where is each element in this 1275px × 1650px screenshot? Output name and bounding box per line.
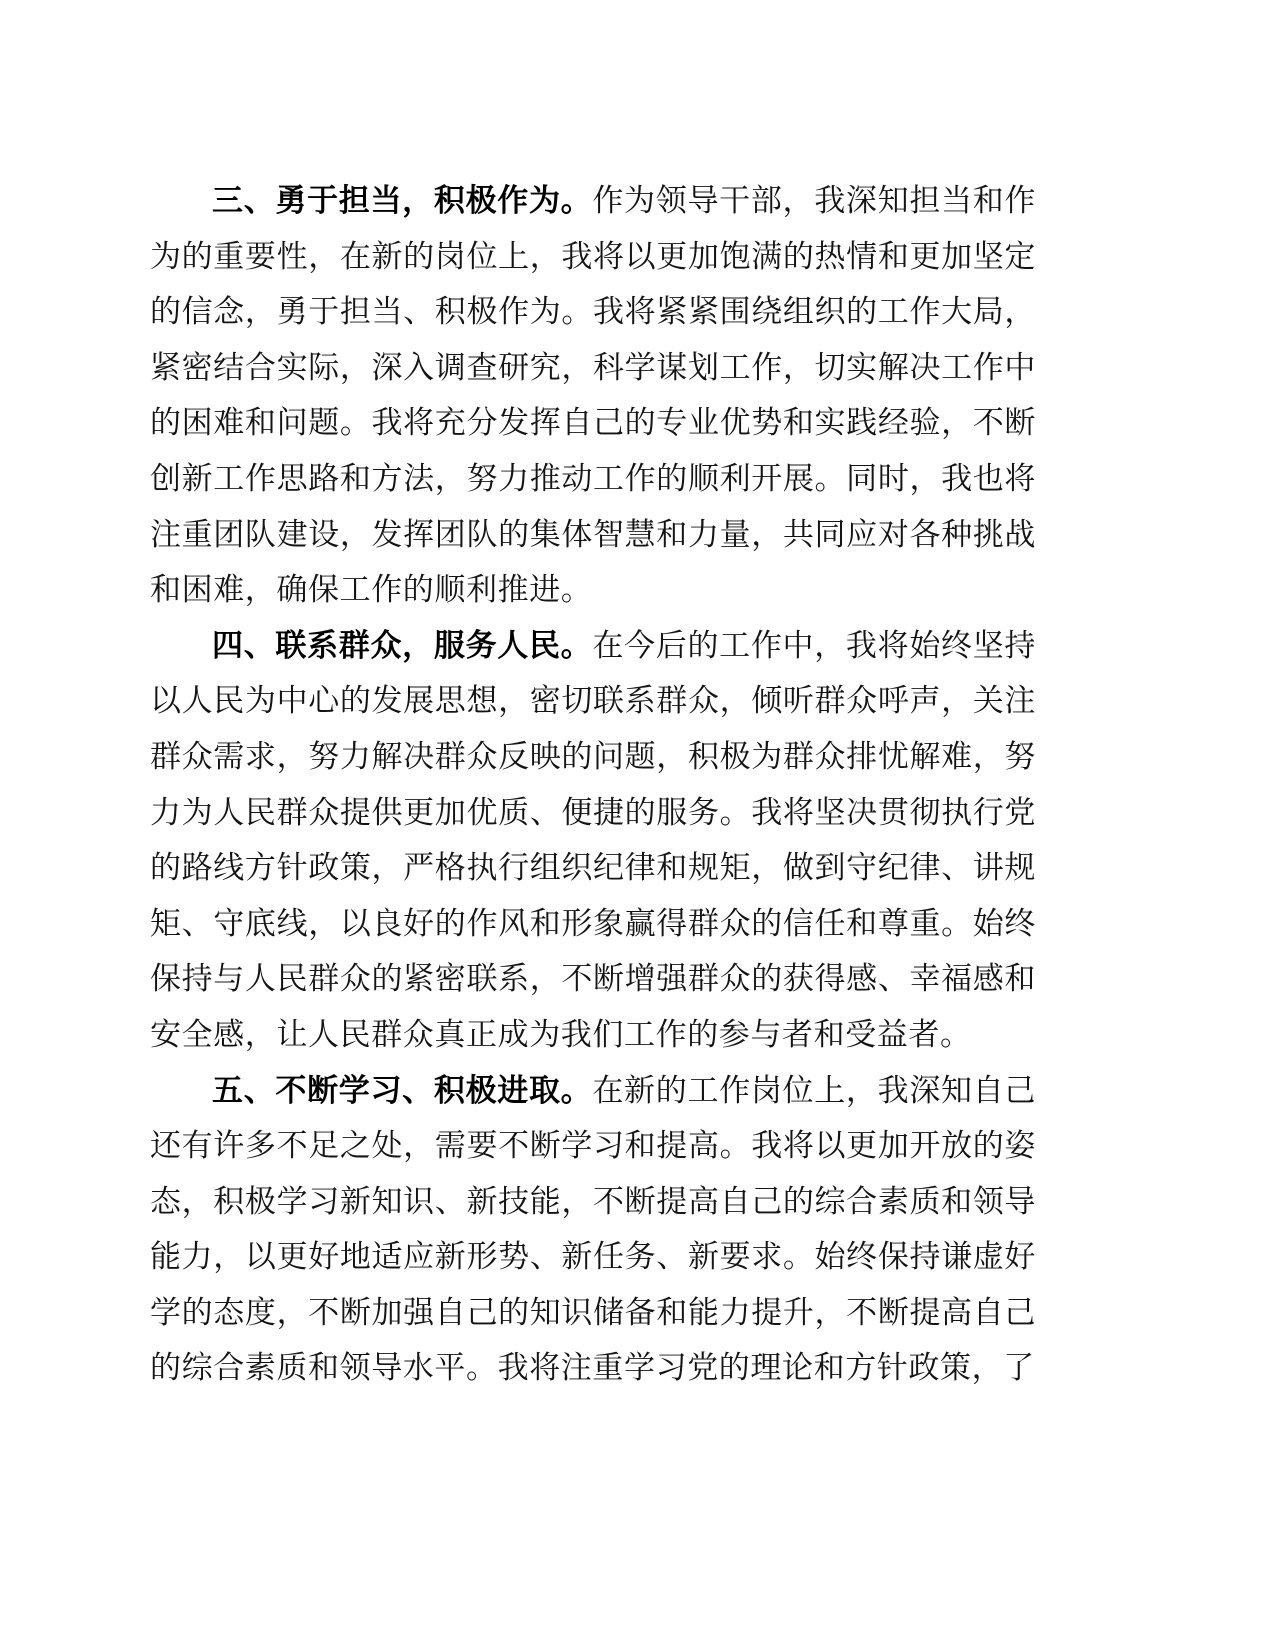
paragraph-5-text: 在新的工作岗位上，我深知自己还有许多不足之处，需要不断学习和提高。我将以更加开放的姿态，积极学习新知识、新技能，不断提高自己的综合素质和领导能力，以更好地适应新形势、新任务、新要求。始终保持谦虚好学的态度，不断加强自己的知识储备和能力提升，不断提高自己的综合素质和领导水平。我将注重学习党的理论和方针政策，了 [150, 1072, 1037, 1387]
paragraph-4-heading: 四、联系群众，服务人民。 [212, 627, 593, 664]
document-body [150, 174, 1036, 1397]
paragraph-3-heading: 三、勇于担当，积极作为。 [212, 183, 593, 219]
paragraph-5 [150, 1064, 1036, 1398]
paragraph-4-text: 在今后的工作中，我将始终坚持以人民为中心的发展思想，密切联系群众，倾听群众呼声，关注群众需求，努力解决群众反映的问题，积极为群众排忧解难，努力为人民群众提供更加优质、便捷的服务。我将坚决贯彻执行党的路线方针政策，严格执行组织纪律和规矩，做到守纪律、讲规矩、守底线，以良好的作风和形象赢得群众的信任和尊重。始终保持与人民群众的紧密联系，不断增强群众的获得感、幸福感和安全感，让人民群众真正成为我们工作的参与者和受益者。 [150, 627, 1037, 1053]
paragraph-3-text: 作为领导干部，我深知担当和作为的重要性，在新的岗位上，我将以更加饱满的热情和更加坚定的信念，勇于担当、积极作为。我将紧紧围绕组织的工作大局，紧密结合实际，深入调查研究，科学谋划工作，切实解决工作中的困难和问题。我将充分发挥自己的专业优势和实践经验，不断创新工作思路和方法，努力推动工作的顺利开展。同时，我也将注重团队建设，发挥团队的集体智慧和力量，共同应对各种挑战和困难，确保工作的顺利推进。 [150, 183, 1037, 609]
paragraph-3 [150, 174, 1036, 619]
paragraph-4 [150, 619, 1036, 1064]
paragraph-5-heading: 五、不断学习、积极进取。 [212, 1072, 593, 1109]
